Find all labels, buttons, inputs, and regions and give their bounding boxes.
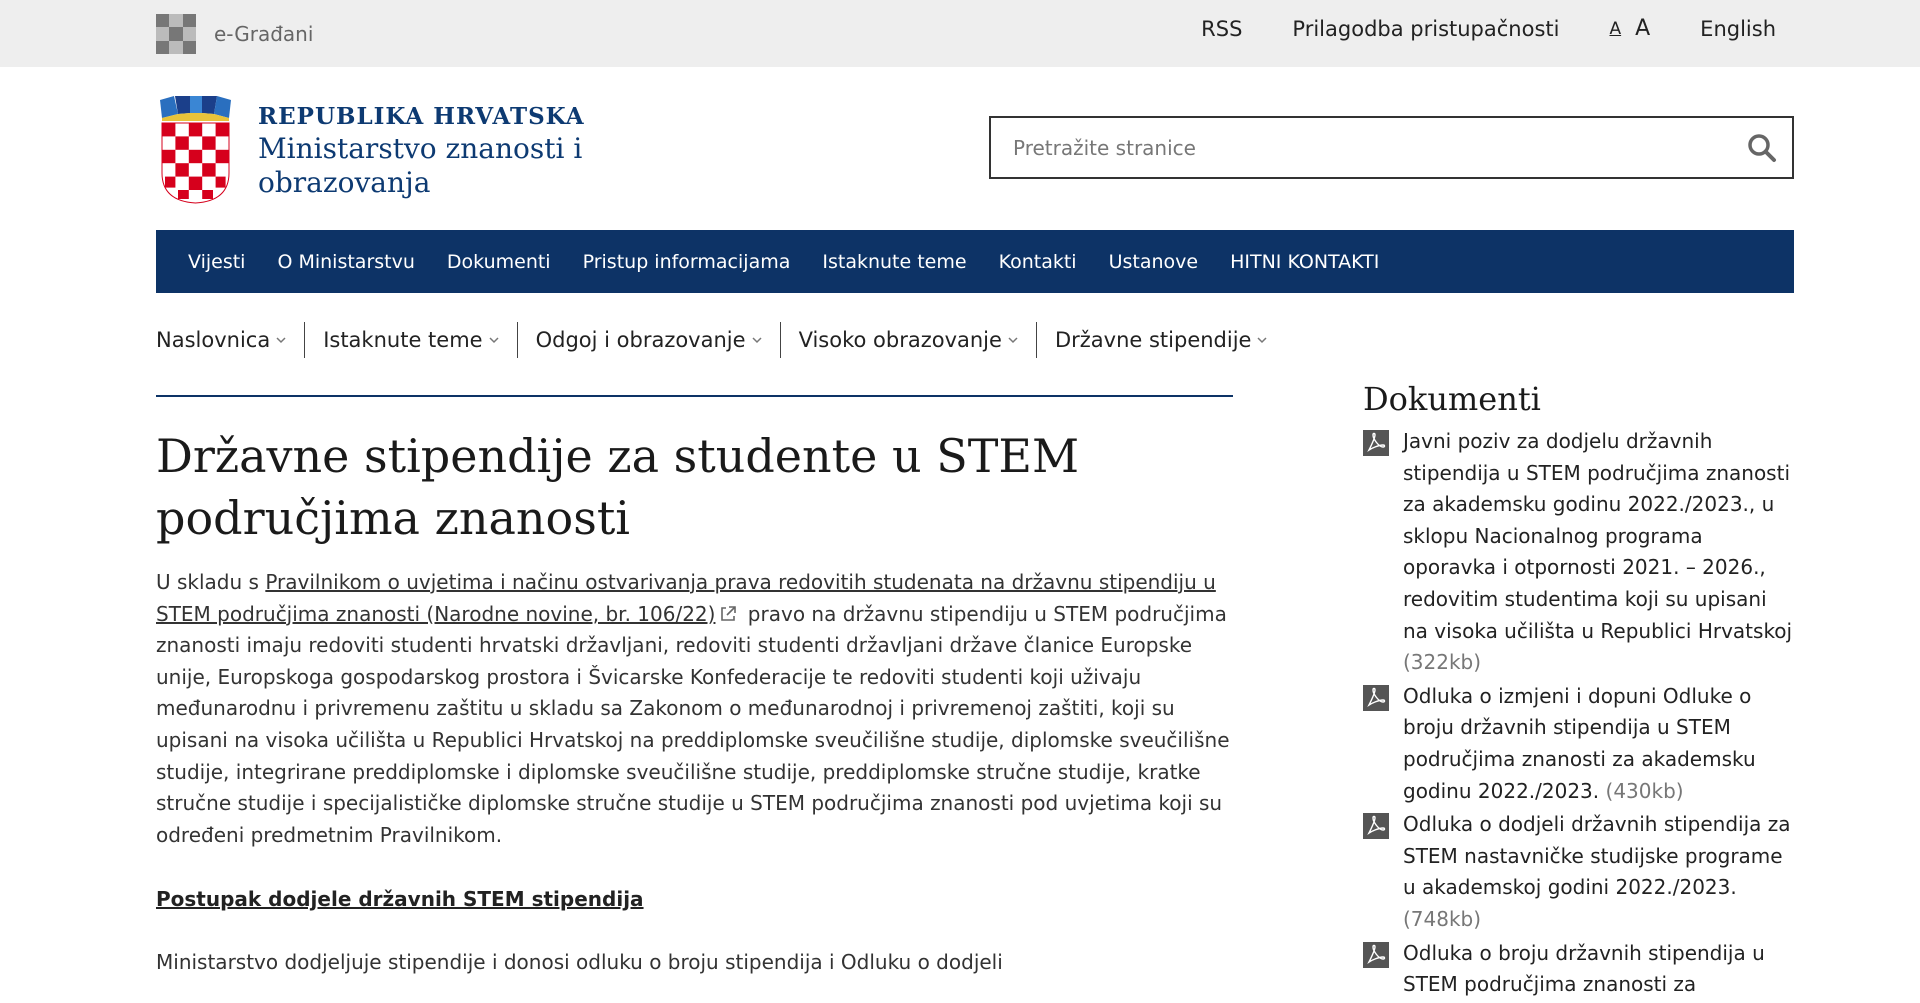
croatian-coat-of-arms-icon[interactable] [156,96,234,204]
breadcrumb-label: Naslovnica [156,328,271,352]
top-utility-bar [0,0,1920,67]
nav-item-ustanove[interactable]: Ustanove [1108,250,1199,273]
document-item[interactable] [1363,426,1797,679]
document-size: (322kb) [1403,650,1482,675]
country-name: REPUBLIKA HRVATSKA [258,103,585,130]
egradani-label: e-Građani [214,22,314,46]
document-size: (430kb) [1605,778,1684,803]
nav-item-kontakti[interactable]: Kontakti [998,250,1077,273]
breadcrumb-item-istaknute-teme[interactable] [304,322,516,358]
external-link-icon [719,605,737,623]
breadcrumb-item-odgoj-i-obrazovanje[interactable] [517,322,780,358]
breadcrumb [156,322,1285,358]
breadcrumb-label: Visoko obrazovanje [798,328,1002,352]
breadcrumb-item-drzavne-stipendije[interactable] [1036,322,1286,358]
sidebar-title: Dokumenti [1363,380,1541,418]
documents-sidebar [1363,380,1797,1003]
intro-body: pravo na državnu stipendiju u STEM područjima znanosti imaju redoviti studenti hrvatski državljani, redoviti studenti državljani države članice Europske unije, Europskoga gospodarskog prostora i Švicarske Konfederacije te redoviti studenti koji uživaju međunarodnu i privremenu zaštitu u skladu sa Zakonom o međunarodnoj i privremenoj zaštiti, koji su upisani na visoka učilišta u Republici Hrvatskoj na preddiplomske sveučilišne studije, diplomske sveučilišne studije, integrirane preddiplomske i diplomske sveučilišne studije, preddiplomske stručne studije, kratke stručne studije i specijalističke diplomske stručne studije u STEM područjima znanosti pod uvjetima koji su određeni predmetnim Pravilnikom. [156,601,1230,847]
content-divider [156,395,1233,397]
pdf-icon [1363,942,1389,968]
article [156,425,1233,978]
intro-prefix: U skladu s [156,570,266,594]
document-item[interactable] [1363,681,1797,807]
pdf-icon [1363,685,1389,711]
procedure-subheading: Postupak dodjele državnih STEM stipendija [156,887,644,912]
page-title: Državne stipendije za studente u STEM područjima znanosti [156,429,1080,545]
document-item[interactable] [1363,938,1797,1001]
ministry-name-block[interactable] [258,103,598,200]
pdf-icon [1363,813,1389,839]
nav-item-dokumenti[interactable]: Dokumenti [446,250,551,273]
document-title: Odluka o dodjeli državnih stipendija za STEM nastavničke studijske programe u akademskoj godini 2022./2023. [1403,812,1791,900]
egradani-logo-icon [156,14,196,54]
nav-item-vijesti[interactable]: Vijesti [188,250,246,273]
search-icon[interactable] [1732,133,1792,163]
breadcrumb-label: Državne stipendije [1054,328,1252,352]
article-intro [156,567,1233,851]
document-item[interactable] [1363,809,1797,935]
egradani-link[interactable] [156,14,313,54]
chevron-down-icon [276,335,286,345]
breadcrumb-label: Odgoj i obrazovanje [535,328,746,352]
chevron-down-icon [489,335,499,345]
accessibility-link[interactable]: Prilagodba pristupačnosti [1292,16,1560,41]
font-size-small-button[interactable]: A [1609,18,1622,39]
ministry-name: Ministarstvo znanosti i obrazovanja [258,132,583,199]
nav-item-pristup-informacijama[interactable]: Pristup informacijama [582,250,791,273]
language-link[interactable]: English [1700,16,1776,41]
breadcrumb-item-naslovnica[interactable] [156,322,304,358]
breadcrumb-item-visoko-obrazovanje[interactable] [780,322,1036,358]
chevron-down-icon [1008,335,1018,345]
search-input[interactable] [991,118,1732,177]
document-title: Odluka o izmjeni i dopuni Odluke o broju državnih stipendija u STEM područjima znanosti za akademsku godinu 2022./2023. [1403,683,1756,803]
nav-item-hitni-kontakti[interactable]: HITNI KONTAKTI [1230,250,1380,273]
nav-item-istaknute-teme[interactable]: Istaknute teme [822,250,967,273]
breadcrumb-label: Istaknute teme [323,328,483,352]
main-navigation [156,230,1794,293]
document-title: Javni poziv za dodjelu državnih stipendija u STEM područjima znanosti za akademsku godinu 2022./2023., u sklopu Nacionalnog programa oporavka i otpornosti 2021. – 2026., redovitim studentima koji su upisani na visoka učilišta u Republici Hrvatskoj [1403,429,1793,643]
chevron-down-icon [752,335,762,345]
font-size-large-button[interactable]: A [1635,16,1651,41]
document-size: (748kb) [1403,906,1482,931]
rss-link[interactable]: RSS [1201,16,1243,41]
search-box [989,116,1794,179]
utility-links [1201,16,1776,41]
chevron-down-icon [1257,335,1267,345]
pdf-icon [1363,430,1389,456]
nav-item-o-ministarstvu[interactable]: O Ministarstvu [277,250,415,273]
document-title: Odluka o broju državnih stipendija u STEM područjima znanosti za [1403,940,1765,997]
pravilnik-link[interactable]: Pravilnikom o uvjetima i načinu ostvarivanja prava redovitih studenata na državnu stipendiju u STEM područjima znanosti (Narodne novine, br. 106/22) [156,570,1216,626]
article-continuation: Ministarstvo dodjeljuje stipendije i donosi odluku o broju stipendija i Odluku o dodjeli [156,950,1003,975]
